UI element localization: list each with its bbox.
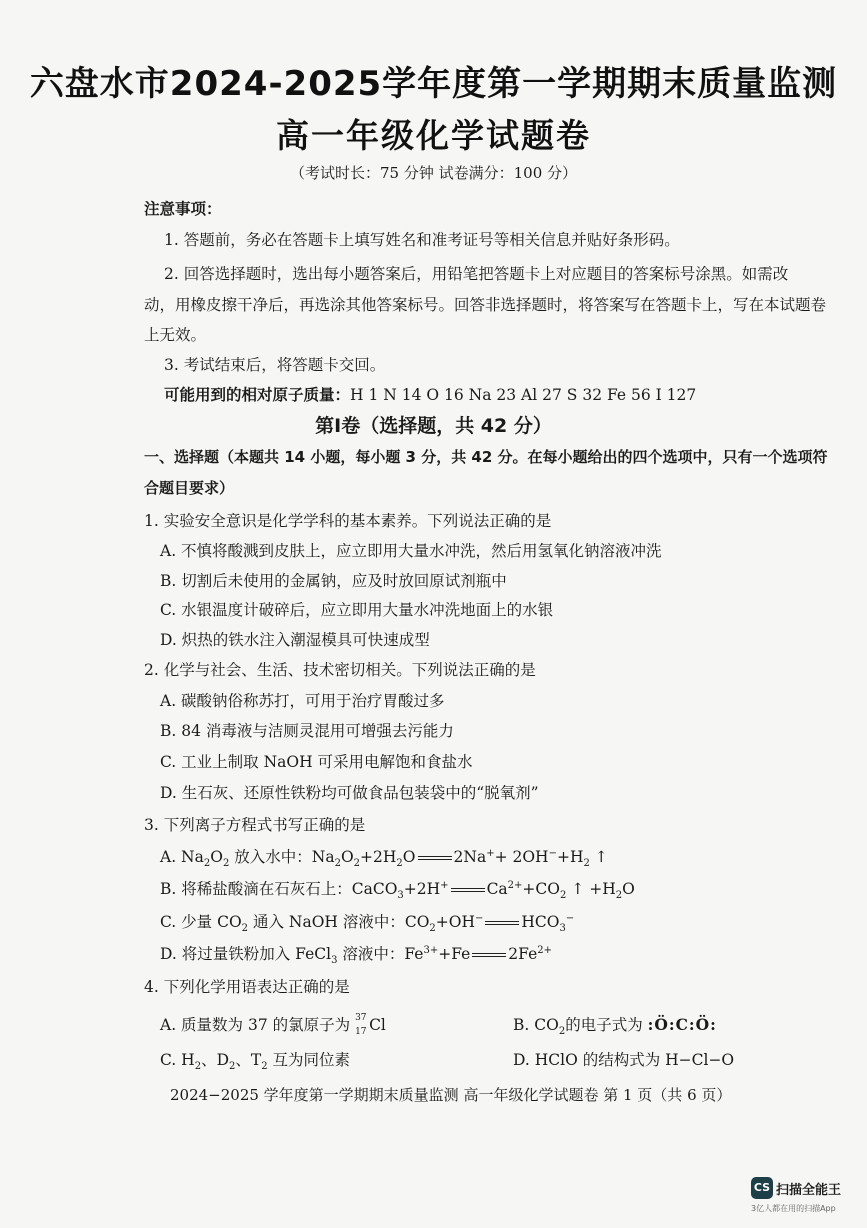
q3-option-d: D. 将过量铁粉加入 FeCl$_3$ 溶液中：$Fe^{3+}+Fe$ $2Fe^{2+}$	[160, 944, 552, 967]
q3-option-a: A. $Na_2O_2$ 放入水中：$Na_2O_2+2H_2O$ $2Na^++ 2OH^-+H_2$ ↑	[160, 847, 608, 870]
page-footer: 2024−2025 学年度第一学期期末质量监测 高一年级化学试题卷 第 1 页（共 6 页）	[170, 1086, 732, 1104]
notice-item-2-line1: 2. 回答选择题时，选出每小题答案后，用铅笔把答题卡上对应题目的答案标号涂黑。如需改	[164, 265, 789, 283]
notice-heading: 注意事项：	[144, 200, 222, 218]
q4-stem: 4. 下列化学用语表达正确的是	[144, 978, 350, 996]
q1-option-c: C. 水银温度计破碎后，应立即用大量水冲洗地面上的水银	[160, 601, 554, 619]
section-instruction: 一、选择题（本题共 14 小题，每小题 3 分，共 42 分。在每小题给出的四个选项中，只有一个选项符	[144, 448, 828, 466]
q1-option-a: A. 不慎将酸溅到皮肤上，应立即用大量水冲洗，然后用氢氧化钠溶液冲洗	[160, 542, 662, 560]
cs-logo-icon: CS	[751, 1177, 773, 1199]
exam-subtitle: 高一年级化学试题卷	[276, 116, 591, 155]
q2-option-c: C. 工业上制取 NaOH 可采用电解饱和食盐水	[160, 753, 473, 771]
q2-stem: 2. 化学与社会、生活、技术密切相关。下列说法正确的是	[144, 661, 536, 679]
q2-option-d: D. 生石灰、还原性铁粉均可做食品包装袋中的“脱氧剂”	[160, 784, 539, 802]
scanner-watermark	[751, 1177, 842, 1213]
q1-option-b: B. 切割后未使用的金属钠，应及时放回原试剂瓶中	[160, 572, 507, 590]
q4-option-b: B. $CO_2$的电子式为 :Ö:C:Ö:	[513, 1015, 717, 1038]
exam-title: 六盘水市2024-2025学年度第一学期期末质量监测	[29, 64, 838, 104]
section-title: 第Ⅰ卷（选择题，共 42 分）	[315, 415, 552, 437]
q2-option-b: B. 84 消毒液与洁厕灵混用可增强去污能力	[160, 722, 454, 740]
notice-item-2-line2: 动，用橡皮擦干净后，再选涂其他答案标号。回答非选择题时，将答案写在答题卡上，写在本试题卷	[144, 296, 827, 314]
notice-item-3: 3. 考试结束后，将答题卡交回。	[164, 356, 386, 374]
equals-sign-icon	[418, 856, 452, 860]
atomic-mass-label: 可能用到的相对原子质量：	[164, 386, 351, 404]
q3-option-c: C. 少量 $CO_2$ 通入 NaOH 溶液中：$CO_2+OH^-$ $HCO_3^-$	[160, 912, 575, 935]
atomic-masses	[164, 383, 696, 405]
q1-stem: 1. 实验安全意识是化学学科的基本素养。下列说法正确的是	[144, 512, 552, 530]
watermark-brand: 扫描全能王	[776, 1182, 842, 1198]
q4-option-a: A. 质量数为 37 的氯原子为 37 17 Cl	[160, 1013, 386, 1037]
q4-option-c: C. $H_2$、$D_2$、$T_2$ 互为同位素	[160, 1051, 351, 1073]
notice-item-1: 1. 答题前，务必在答题卡上填写姓名和准考证号等相关信息并贴好条形码。	[164, 231, 680, 249]
equals-sign-icon	[451, 888, 485, 892]
exam-info: （考试时长：75 分钟 试卷满分：100 分）	[289, 164, 578, 182]
q3-stem: 3. 下列离子方程式书写正确的是	[144, 816, 366, 834]
atomic-mass-values: H 1 N 14 O 16 Na 23 Al 27 S 32 Fe 56 I 127	[350, 386, 697, 404]
section-instruction-2: 合题目要求）	[144, 479, 235, 497]
cl-37-isotope: 37 17	[355, 1013, 367, 1037]
notice-item-2-line3: 上无效。	[144, 326, 207, 344]
equals-sign-icon	[472, 953, 506, 957]
watermark-tagline: 3亿人都在用的扫描App	[751, 1204, 836, 1213]
q3-option-b: B. 将稀盐酸滴在石灰石上：CaCO$_3$+2H+ $Ca^{2+}+CO_2$ ↑ $+H_2O$	[160, 879, 635, 902]
q1-option-d: D. 炽热的铁水注入潮湿模具可快速成型	[160, 631, 430, 649]
q4-option-d: D. HClO 的结构式为 H−Cl−O	[513, 1051, 735, 1069]
q2-option-a: A. 碳酸钠俗称苏打，可用于治疗胃酸过多	[160, 692, 445, 710]
equals-sign-icon	[485, 921, 519, 925]
co2-lewis-structure: :Ö:C:Ö:	[647, 1015, 717, 1034]
